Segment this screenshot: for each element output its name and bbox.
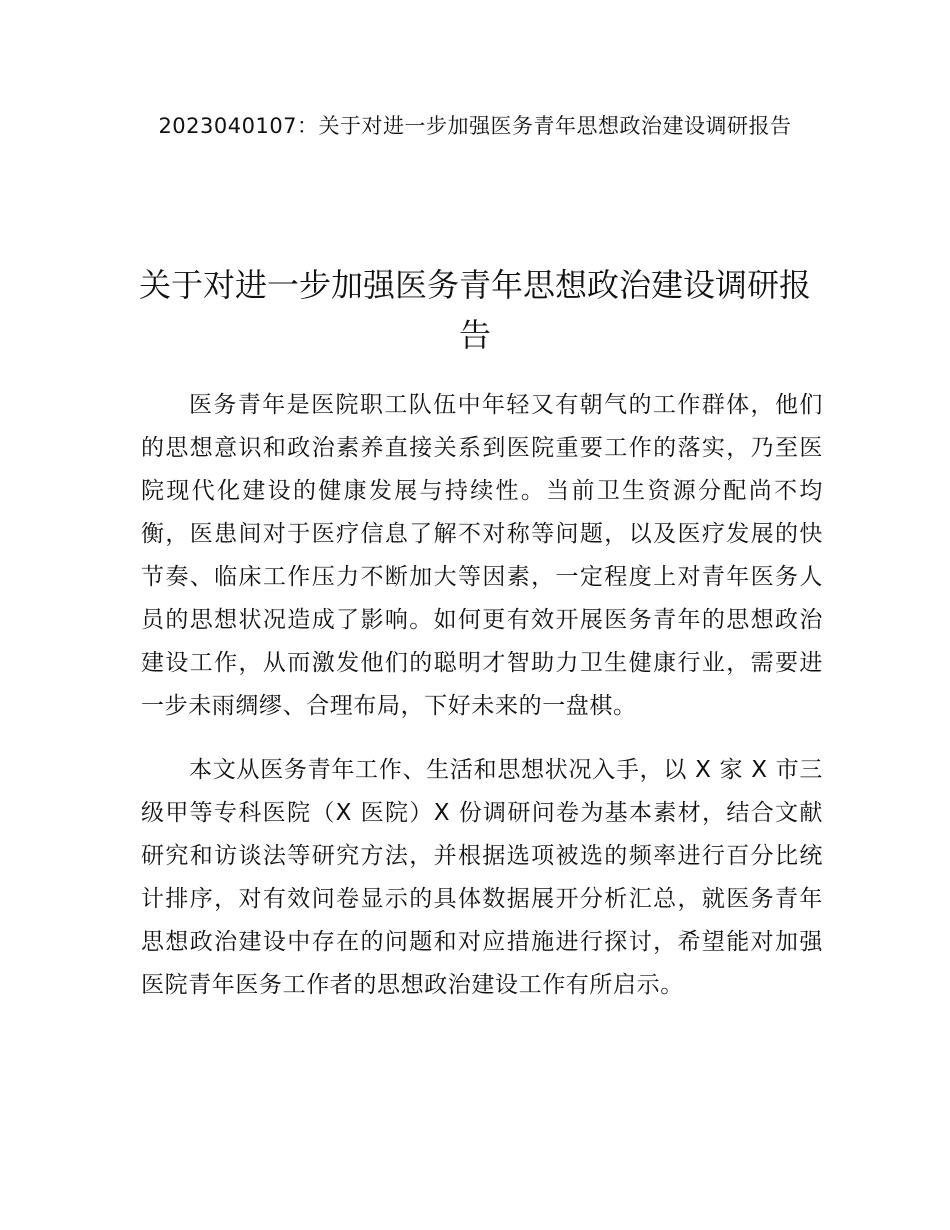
body-paragraph-1: 医务青年是医院职工队伍中年轻又有朝气的工作群体，他们的思想意识和政治素养直接关系到医院重要工作的落实，乃至医院现代化建设的健康发展与持续性。当前卫生资源分配尚不均衡，医患间对于医疗信息了解不对称等问题，以及医疗发展的快节奏、临床工作压力不断加大等因素，一定程度上对青年医务人员的思想状况造成了影响。如何更有效开展医务青年的思想政治建设工作，从而激发他们的聪明才智助力卫生健康行业，需要进一步未雨绸缪、合理布局，下好未来的一盘棋。 <box>141 392 823 719</box>
body-paragraph-2: 本文从医务青年工作、生活和思想状况入手，以 X 家 X 市三级甲等专科医院（X 医院）X 份调研问卷为基本素材，结合文献研究和访谈法等研究方法，并根据选项被选的频率进行百分比统计排序，对有效问卷显示的具体数据展开分析汇总，就医务青年思想政治建设中存在的问题和对应措施进行探讨，希望能对加强医院青年医务工作者的思想政治建设工作有所启示。 <box>141 757 823 998</box>
document-header: 2023040107：关于对进一步加强医务青年思想政治建设调研报告 <box>158 114 792 138</box>
document-body <box>141 384 823 1028</box>
document-title: 关于对进一步加强医务青年思想政治建设调研报告 <box>138 266 811 354</box>
